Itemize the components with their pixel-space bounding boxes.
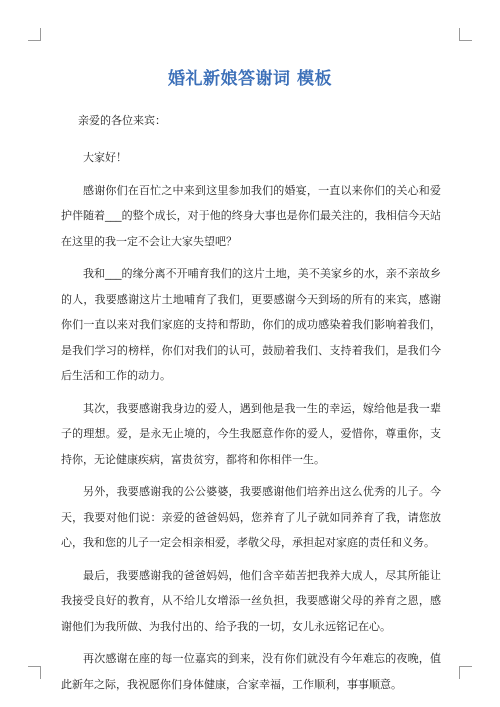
salutation: 亲爱的各位来宾： bbox=[78, 114, 166, 127]
paragraph-4: 另外，我要感谢我的公公婆婆，我要感谢他们培养出这么优秀的儿子。今天，我要对他们说：亲爱的爸爸妈妈，您养育了儿子就如同养育了我，请您放心，我和您的儿子一定会相亲相爱，孝敬父母，承担起对家庭的责任和义务。 bbox=[61, 485, 441, 549]
paragraph-1: 感谢你们在百忙之中来到这里参加我们的婚宴，一直以来你们的关心和爱护伴随着___的整个成长，对于他的终身大事也是你们最关注的，我相信今天站在这里的我一定不会让大家失望吧？ bbox=[61, 183, 441, 248]
document-title: 婚礼新娘答谢词 模板 bbox=[168, 69, 332, 89]
crop-mark-top-left bbox=[28, 28, 41, 41]
document-body bbox=[61, 113, 441, 704]
greeting: 大家好！ bbox=[83, 151, 127, 164]
paragraph-5: 最后，我要感谢我的爸爸妈妈，他们含辛茹苦把我养大成人，尽其所能让我接受良好的教育，从不给儿女增添一丝负担，我要感谢父母的养育之恩，感谢他们为我所做、为我付出的、给予我的一切，女儿永远铭记在心。 bbox=[61, 568, 441, 633]
crop-mark-bottom-left bbox=[28, 666, 41, 679]
paragraph-2: 我和___的缘分离不开哺育我们的这片土地，美不美家乡的水，亲不亲故乡的人，我要感谢这片土地哺育了我们，更要感谢今天到场的所有的来宾，感谢你们一直以来对我们家庭的支持和帮助，你们的成功感染着我们影响着我们，是我们学习的榜样，你们对我们的认可，鼓励着我们、支持着我们，是我们今后生活和工作的动力。 bbox=[61, 267, 441, 382]
crop-mark-bottom-right bbox=[459, 666, 472, 679]
crop-mark-top-right bbox=[459, 28, 472, 41]
paragraph-3: 其次，我要感谢我身边的爱人，遇到他是我一生的幸运，嫁给他是我一辈子的理想。爱，是永无止境的，今生我愿意作你的爱人，爱惜你，尊重你，支持你，无论健康疾病，富贵贫穷，都将和你相伴一生。 bbox=[61, 401, 441, 466]
paragraph-6: 再次感谢在座的每一位嘉宾的到来，没有你们就没有今年难忘的夜晚，值此新年之际，我祝愿你们身体健康，合家幸福，工作顺利，事事顺意。 bbox=[61, 652, 441, 691]
